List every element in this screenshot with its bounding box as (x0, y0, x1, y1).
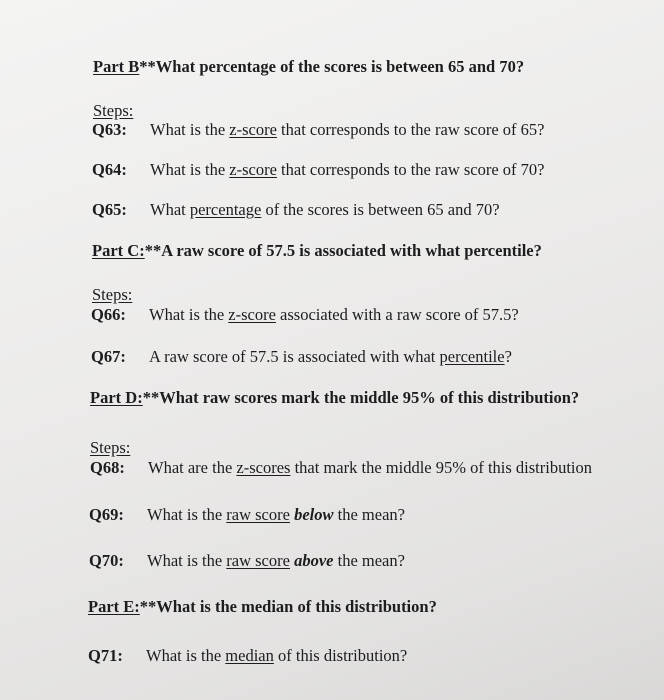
question-text-pre: What is the (146, 646, 226, 665)
question-q66 (91, 305, 519, 325)
question-number: Q71: (88, 646, 123, 665)
part-b-text: **What percentage of the scores is between 65 and 70? (139, 57, 525, 76)
part-c-heading (92, 241, 542, 261)
question-text-pre: What is the (150, 120, 230, 139)
question-q67 (91, 347, 512, 367)
part-e-text: **What is the median of this distribution? (139, 597, 437, 616)
question-text-post: of the scores is between 65 and 70? (261, 200, 500, 219)
question-emphasis: below (289, 505, 334, 524)
part-e-label: Part E: (88, 597, 140, 616)
question-text-post: ? (504, 347, 512, 366)
question-text-pre: A raw score of 57.5 is associated with what (149, 347, 440, 366)
part-d-text: **What raw scores mark the middle 95% of this distribution? (142, 388, 580, 407)
question-text-pre: What (150, 200, 190, 219)
question-text-post: of this distribution? (273, 646, 408, 665)
steps-label-b (93, 101, 133, 121)
question-text-pre: What is the (150, 160, 230, 179)
question-number: Q70: (89, 551, 124, 570)
question-keyword: z-score (229, 160, 277, 179)
question-text-pre: What is the (149, 305, 229, 324)
question-keyword: percentage (189, 200, 262, 219)
question-number: Q67: (91, 347, 126, 366)
question-keyword: raw score (226, 505, 290, 524)
question-text-post: the mean? (333, 505, 405, 524)
part-b-label: Part B (93, 57, 140, 76)
question-number: Q63: (92, 120, 127, 139)
question-q64 (92, 160, 545, 180)
question-number: Q69: (89, 505, 124, 524)
question-q63 (92, 120, 545, 140)
question-text-post: the mean? (333, 551, 405, 570)
question-q70 (89, 551, 405, 571)
part-c-label: Part C: (92, 241, 145, 260)
question-number: Q66: (91, 305, 126, 324)
question-keyword: median (225, 646, 274, 665)
question-q65 (92, 200, 500, 220)
question-text-post: that corresponds to the raw score of 65? (276, 120, 545, 139)
question-text-post: associated with a raw score of 57.5? (275, 305, 519, 324)
steps-label: Steps: (93, 101, 134, 120)
question-text-pre: What is the (147, 551, 227, 570)
question-keyword: raw score (226, 551, 290, 570)
part-d-heading (90, 388, 579, 408)
steps-label: Steps: (92, 285, 133, 304)
steps-label: Steps: (90, 438, 131, 457)
question-q69 (89, 505, 405, 525)
steps-label-c (92, 285, 132, 305)
question-emphasis: above (289, 551, 334, 570)
steps-label-d (90, 438, 130, 458)
part-b-heading (93, 57, 524, 77)
question-text-pre: What are the (148, 458, 237, 477)
question-text-post: that mark the middle 95% of this distribution (290, 458, 593, 477)
question-keyword: z-scores (236, 458, 291, 477)
question-number: Q64: (92, 160, 127, 179)
part-e-heading (88, 597, 437, 617)
part-d-label: Part D: (90, 388, 143, 407)
question-q71 (88, 646, 407, 666)
question-keyword: z-score (229, 120, 277, 139)
question-keyword: z-score (228, 305, 276, 324)
question-number: Q68: (90, 458, 125, 477)
question-text-pre: What is the (147, 505, 227, 524)
question-keyword: percentile (439, 347, 505, 366)
question-q68 (90, 458, 592, 478)
question-text-post: that corresponds to the raw score of 70? (276, 160, 545, 179)
part-c-text: **A raw score of 57.5 is associated with what percentile? (144, 241, 542, 260)
question-number: Q65: (92, 200, 127, 219)
